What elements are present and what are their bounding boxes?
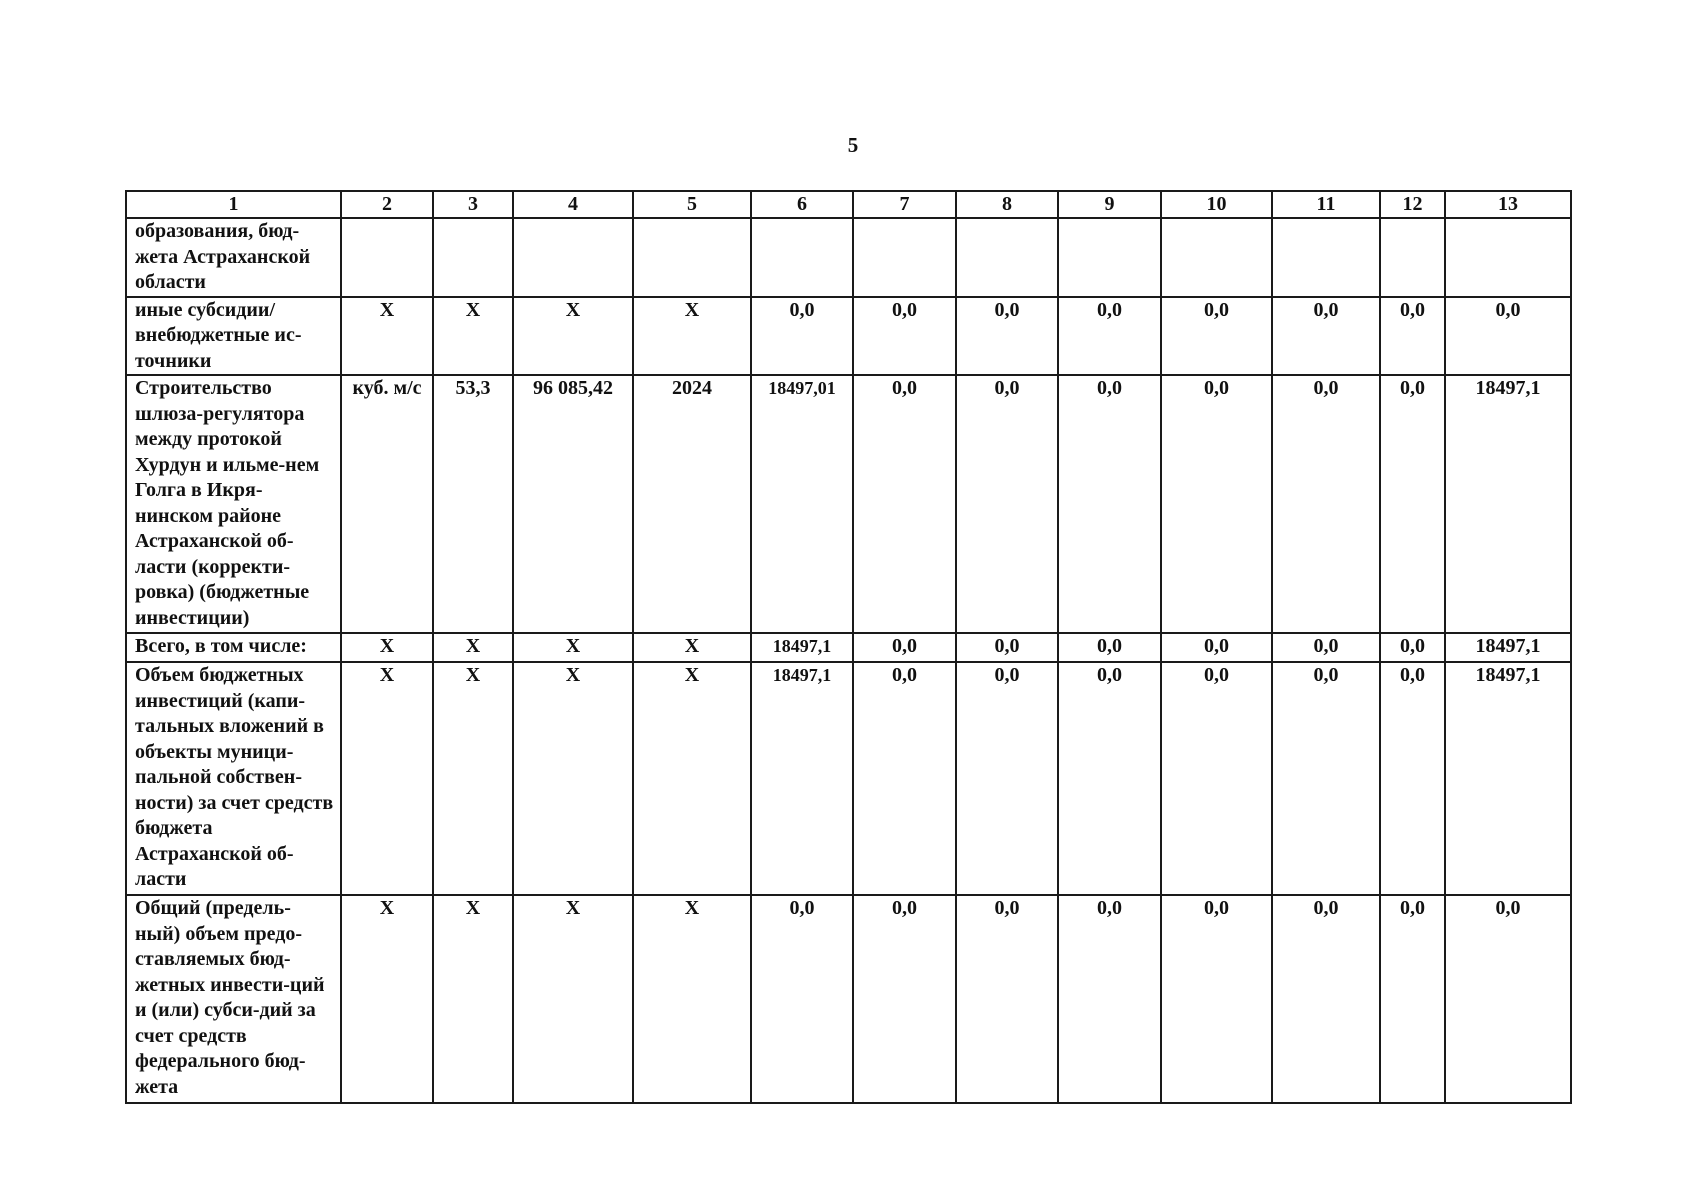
table-cell: 0,0 bbox=[1058, 633, 1161, 662]
table-cell: 0,0 bbox=[1272, 895, 1380, 1103]
table-cell: 18497,1 bbox=[1445, 375, 1571, 633]
table-cell: 0,0 bbox=[1272, 633, 1380, 662]
table-cell: 0,0 bbox=[853, 895, 956, 1103]
table-cell: 0,0 bbox=[1058, 895, 1161, 1103]
table-cell: 0,0 bbox=[956, 895, 1058, 1103]
table-cell: 0,0 bbox=[1058, 375, 1161, 633]
table-cell: 0,0 bbox=[1380, 375, 1445, 633]
table-header-row bbox=[126, 191, 1571, 218]
table-cell: X bbox=[633, 633, 751, 662]
table-cell: 0,0 bbox=[1380, 662, 1445, 895]
table-cell: 96 085,42 bbox=[513, 375, 633, 633]
table-row bbox=[126, 375, 1571, 633]
table-cell: X bbox=[513, 297, 633, 376]
table-cell: X bbox=[513, 895, 633, 1103]
table-cell bbox=[1445, 218, 1571, 297]
header-cell-4: 4 bbox=[513, 191, 633, 218]
table-cell: X bbox=[513, 633, 633, 662]
table-cell bbox=[633, 218, 751, 297]
table-row bbox=[126, 895, 1571, 1103]
table-cell: 0,0 bbox=[1272, 375, 1380, 633]
table-cell: X bbox=[341, 662, 433, 895]
table-cell: 0,0 bbox=[1161, 633, 1272, 662]
table-cell: 0,0 bbox=[956, 662, 1058, 895]
row-label: иные субсидии/ внебюджетные ис-точники bbox=[126, 297, 341, 376]
table-cell bbox=[433, 218, 513, 297]
table-cell: 0,0 bbox=[1272, 297, 1380, 376]
table-cell: 0,0 bbox=[1161, 895, 1272, 1103]
row-label: Строительство шлюза-регулятора между протокой Хурдун и ильме-нем Голга в Икря-нинском районе Астраханской об-ласти (корректи-ровка) (бюджетные инвестиции) bbox=[126, 375, 341, 633]
table-cell bbox=[341, 218, 433, 297]
table-cell: X bbox=[633, 297, 751, 376]
table-cell: 0,0 bbox=[853, 662, 956, 895]
table-cell: 18497,1 bbox=[1445, 633, 1571, 662]
table-cell: 0,0 bbox=[1380, 633, 1445, 662]
table-cell bbox=[1380, 218, 1445, 297]
table-cell: 0,0 bbox=[1058, 297, 1161, 376]
table-cell: X bbox=[433, 297, 513, 376]
table-cell: 0,0 bbox=[1058, 662, 1161, 895]
table-cell: X bbox=[433, 895, 513, 1103]
header-cell-5: 5 bbox=[633, 191, 751, 218]
table-row bbox=[126, 218, 1571, 297]
table-cell: 0,0 bbox=[1161, 662, 1272, 895]
table-cell bbox=[751, 218, 853, 297]
table-cell: X bbox=[341, 633, 433, 662]
table-cell: 18497,1 bbox=[751, 662, 853, 895]
table-cell: 0,0 bbox=[956, 633, 1058, 662]
table-cell: 0,0 bbox=[853, 633, 956, 662]
table-cell: X bbox=[433, 633, 513, 662]
header-cell-7: 7 bbox=[853, 191, 956, 218]
header-cell-9: 9 bbox=[1058, 191, 1161, 218]
table-cell: 0,0 bbox=[1272, 662, 1380, 895]
table-cell: 0,0 bbox=[853, 375, 956, 633]
table-cell: X bbox=[341, 297, 433, 376]
table-cell: 18497,1 bbox=[751, 633, 853, 662]
table-cell: 0,0 bbox=[956, 375, 1058, 633]
table-row bbox=[126, 297, 1571, 376]
table-cell: 0,0 bbox=[751, 895, 853, 1103]
row-label: Всего, в том числе: bbox=[126, 633, 341, 662]
table-cell: 0,0 bbox=[751, 297, 853, 376]
header-cell-1: 1 bbox=[126, 191, 341, 218]
table-cell: 0,0 bbox=[1161, 375, 1272, 633]
table-cell: 0,0 bbox=[1380, 895, 1445, 1103]
table-cell: 53,3 bbox=[433, 375, 513, 633]
table-cell: 0,0 bbox=[1445, 895, 1571, 1103]
table-cell: X bbox=[433, 662, 513, 895]
page-number: 5 bbox=[847, 133, 859, 157]
table-cell bbox=[1272, 218, 1380, 297]
header-cell-8: 8 bbox=[956, 191, 1058, 218]
header-cell-2: 2 bbox=[341, 191, 433, 218]
table-cell: 18497,01 bbox=[751, 375, 853, 633]
table-cell bbox=[956, 218, 1058, 297]
header-cell-3: 3 bbox=[433, 191, 513, 218]
budget-table bbox=[125, 190, 1572, 1104]
table-cell: 0,0 bbox=[1445, 297, 1571, 376]
row-label: образования, бюд-жета Астраханской области bbox=[126, 218, 341, 297]
header-cell-10: 10 bbox=[1161, 191, 1272, 218]
row-label: Объем бюджетных инвестиций (капи-тальных вложений в объекты муници-пальной собствен-ности) за счет средств бюджета Астраханской об-ласти bbox=[126, 662, 341, 895]
table-cell bbox=[853, 218, 956, 297]
table-row bbox=[126, 662, 1571, 895]
table-cell: 0,0 bbox=[1380, 297, 1445, 376]
table-cell: X bbox=[633, 662, 751, 895]
table-row bbox=[126, 633, 1571, 662]
table-cell: 18497,1 bbox=[1445, 662, 1571, 895]
table-cell: 0,0 bbox=[853, 297, 956, 376]
table-cell bbox=[1058, 218, 1161, 297]
table-cell: X bbox=[633, 895, 751, 1103]
table-cell: X bbox=[513, 662, 633, 895]
header-cell-11: 11 bbox=[1272, 191, 1380, 218]
table-cell: 2024 bbox=[633, 375, 751, 633]
table-cell: куб. м/с bbox=[341, 375, 433, 633]
table-cell: 0,0 bbox=[956, 297, 1058, 376]
table-cell bbox=[513, 218, 633, 297]
table-cell bbox=[1161, 218, 1272, 297]
header-cell-6: 6 bbox=[751, 191, 853, 218]
table-cell: X bbox=[341, 895, 433, 1103]
table-cell: 0,0 bbox=[1161, 297, 1272, 376]
header-cell-12: 12 bbox=[1380, 191, 1445, 218]
header-cell-13: 13 bbox=[1445, 191, 1571, 218]
row-label: Общий (предель-ный) объем предо-ставляемых бюд-жетных инвести-ций и (или) субси-дий за счет средств федерального бюд-жета bbox=[126, 895, 341, 1103]
